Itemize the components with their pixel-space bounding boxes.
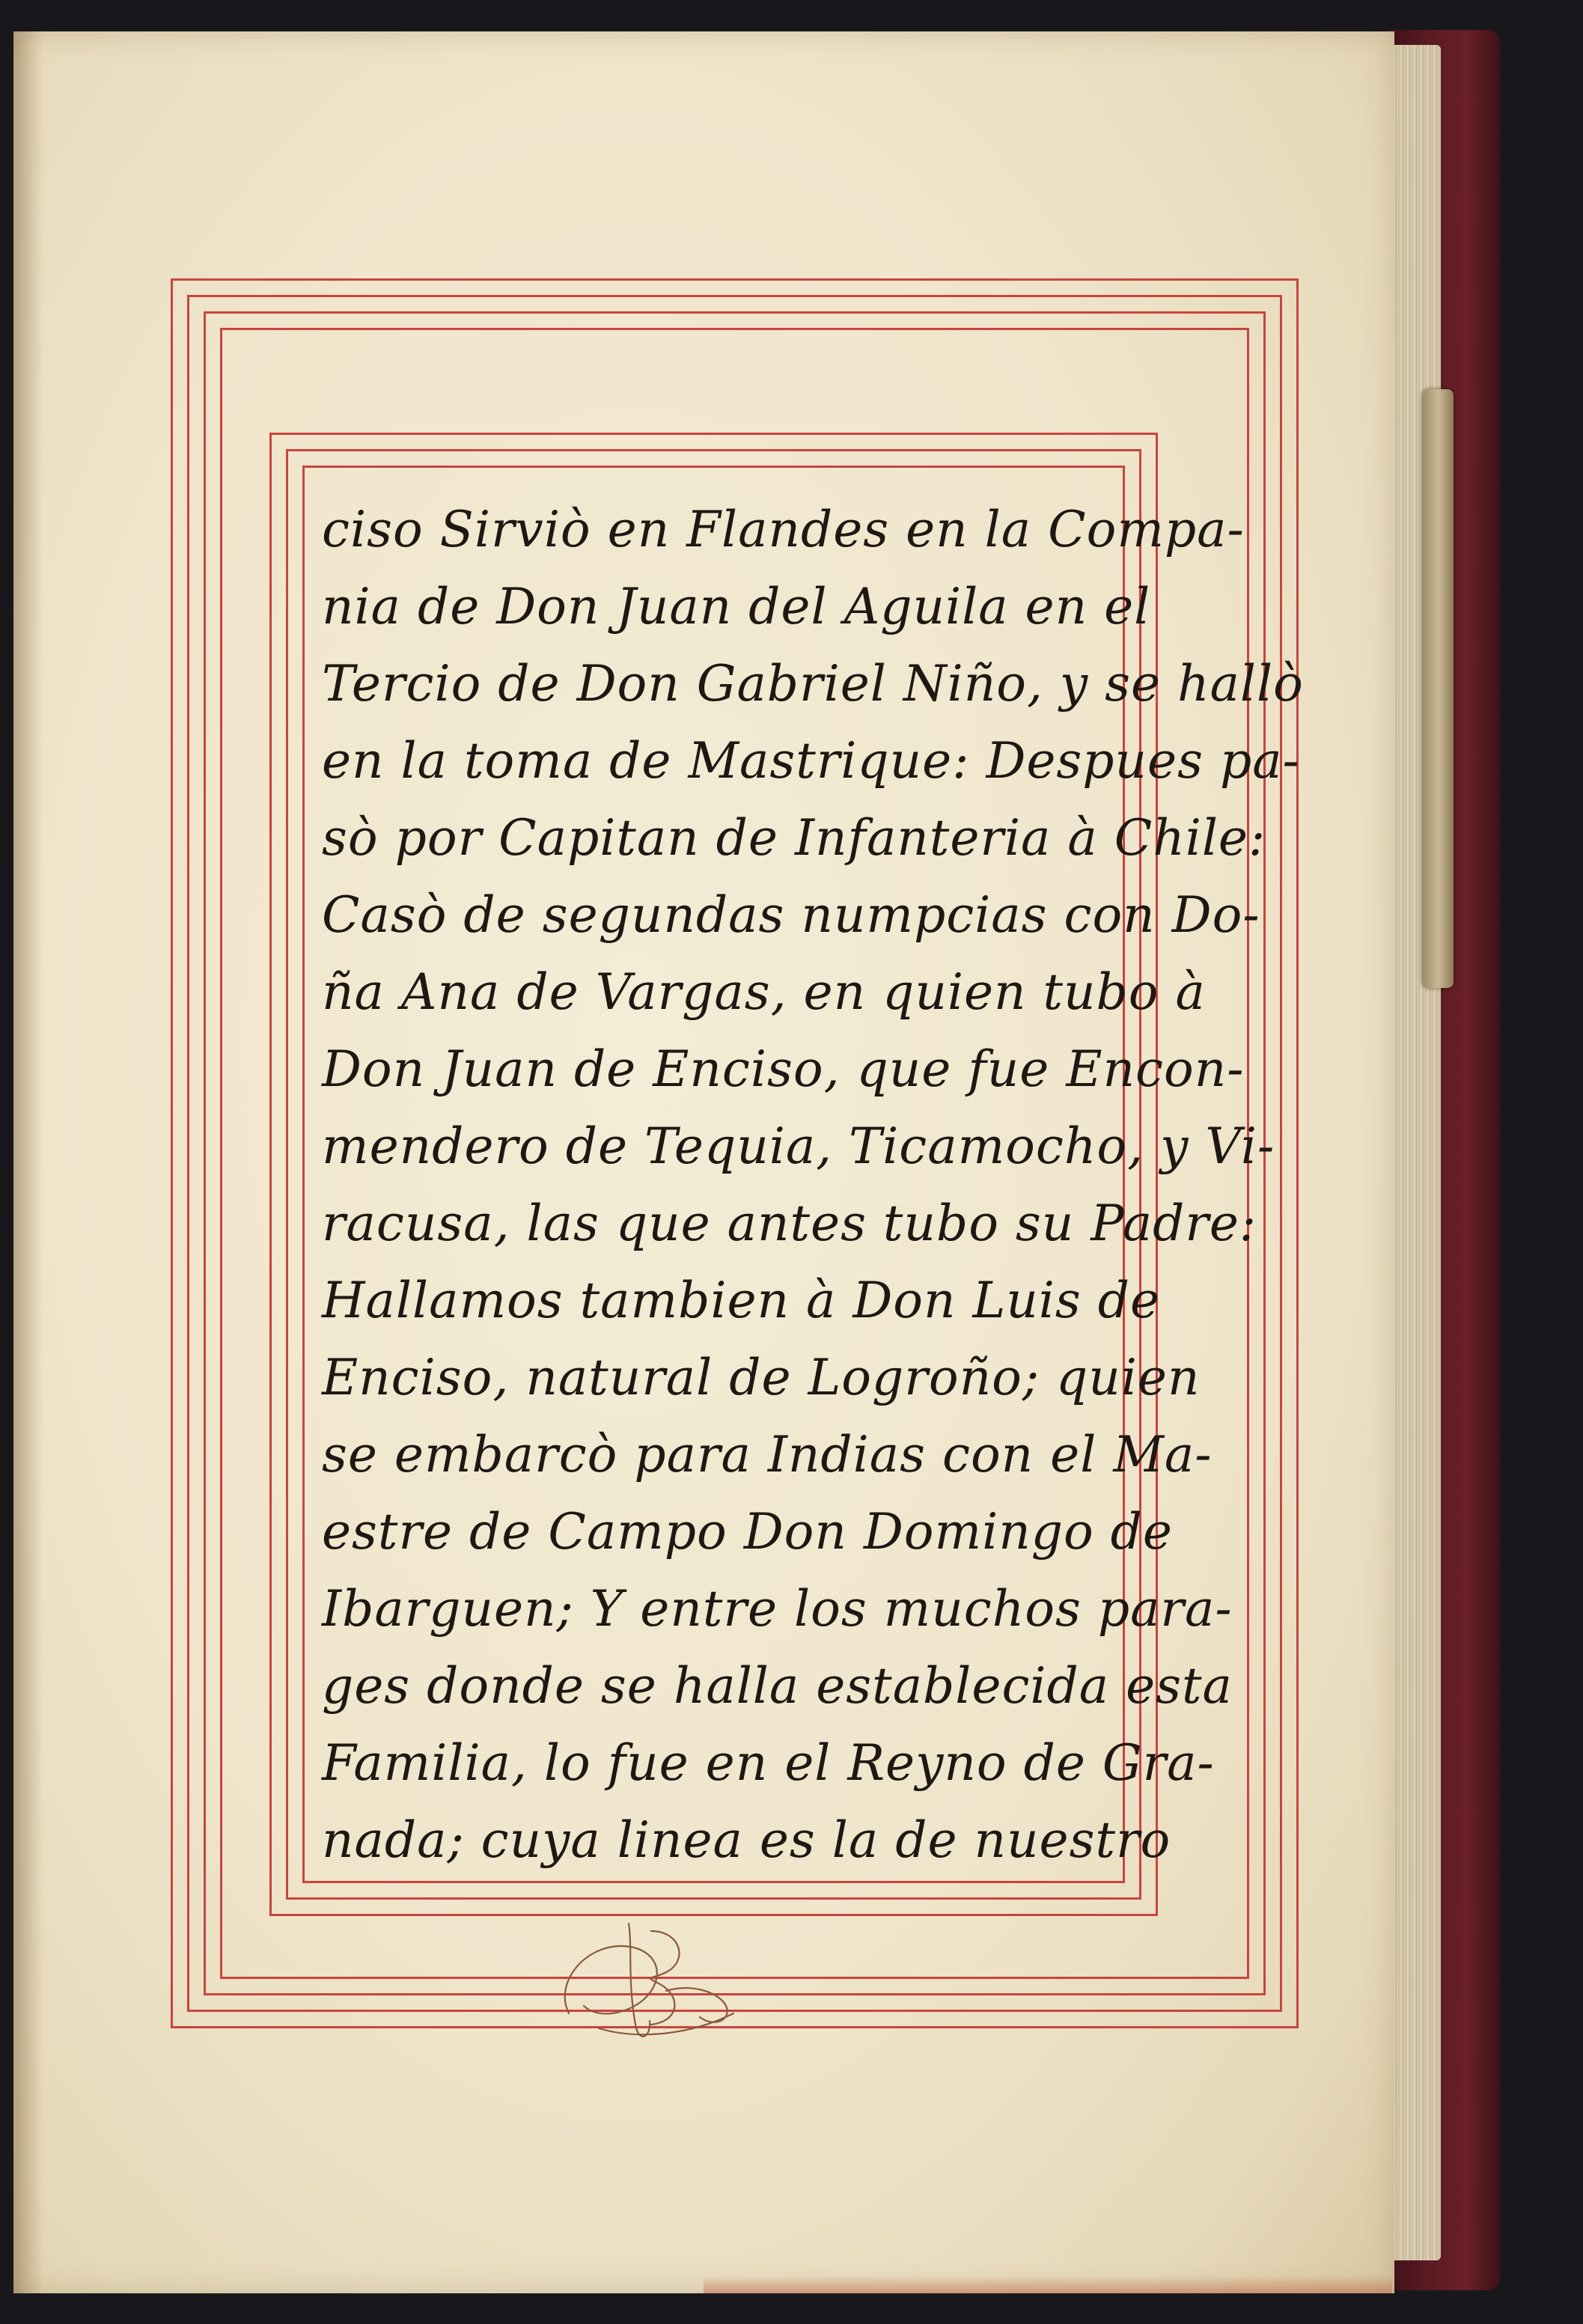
text-line: ciso Sirviò en Flandes en la Compa-	[322, 501, 1245, 558]
text-line: sò por Capitan de Infanteria à Chile:	[322, 809, 1266, 867]
text-line: nia de Don Juan del Aguila en el	[322, 578, 1151, 635]
text-line: Casò de segundas numpcias con Do-	[322, 886, 1260, 944]
text-line: nada; cuya linea es la de nuestro	[322, 1811, 1171, 1869]
text-line: racusa, las que antes tubo su Padre:	[322, 1195, 1257, 1252]
text-line: Hallamos tambien à Don Luis de	[322, 1272, 1161, 1329]
page-bottom-stain	[704, 2275, 1392, 2293]
text-line: en la toma de Mastrique: Despues pa-	[322, 732, 1300, 790]
rubric-flourish	[539, 1901, 763, 2051]
text-line: Tercio de Don Gabriel Niño, y se hallò	[322, 655, 1304, 713]
text-line: mendero de Tequia, Ticamocho, y Vi-	[322, 1117, 1275, 1175]
text-line: Enciso, natural de Logroño; quien	[322, 1349, 1201, 1406]
text-line: ges donde se halla establecida esta	[322, 1657, 1233, 1715]
text-line: se embarcò para Indias con el Ma-	[322, 1426, 1213, 1483]
text-line: estre de Campo Don Domingo de	[322, 1503, 1173, 1561]
bookmark-tab	[1422, 389, 1454, 988]
text-line: ña Ana de Vargas, en quien tubo à	[322, 963, 1206, 1021]
text-line: Familia, lo fue en el Reyno de Gra-	[322, 1734, 1215, 1792]
text-line: Ibarguen; Y entre los muchos para-	[322, 1580, 1233, 1638]
manuscript-text-block	[322, 487, 1304, 1879]
page-gutter-shadow	[13, 31, 43, 2293]
text-line: Don Juan de Enciso, que fue Encon-	[322, 1040, 1245, 1098]
